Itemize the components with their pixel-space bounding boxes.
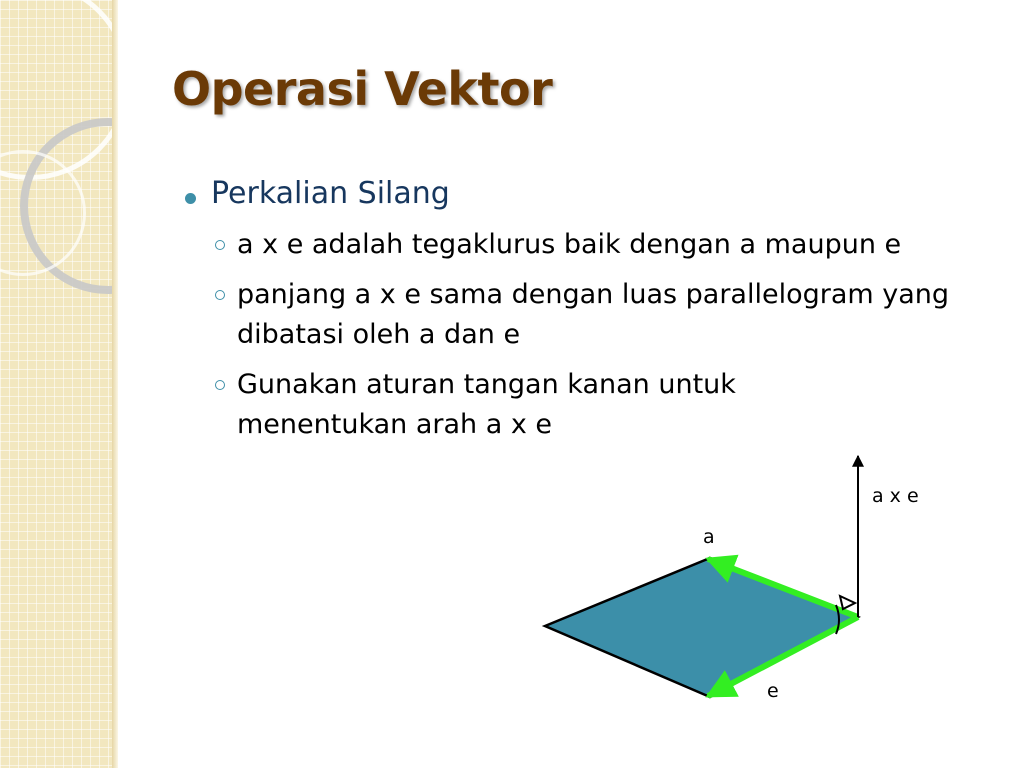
sub-bullet-text: Gunakan aturan tangan kanan untuk menentukan arah a x e: [237, 369, 736, 440]
right-angle-marker: [840, 596, 855, 609]
sub-bullet-text: a x e adalah tegaklurus baik dengan a maupun e: [237, 229, 902, 260]
bullet-text: Perkalian Silang: [211, 176, 450, 211]
vector-e-label: e: [767, 680, 779, 702]
vector-a-label: a: [703, 526, 715, 548]
slide-title: Operasi Vektor: [172, 62, 553, 116]
sub-bullet-text: panjang a x e sama dengan luas parallelogram yang dibatasi oleh a dan e: [237, 279, 950, 350]
parallelogram: [545, 558, 858, 697]
cross-product-label: a x e: [872, 485, 919, 507]
